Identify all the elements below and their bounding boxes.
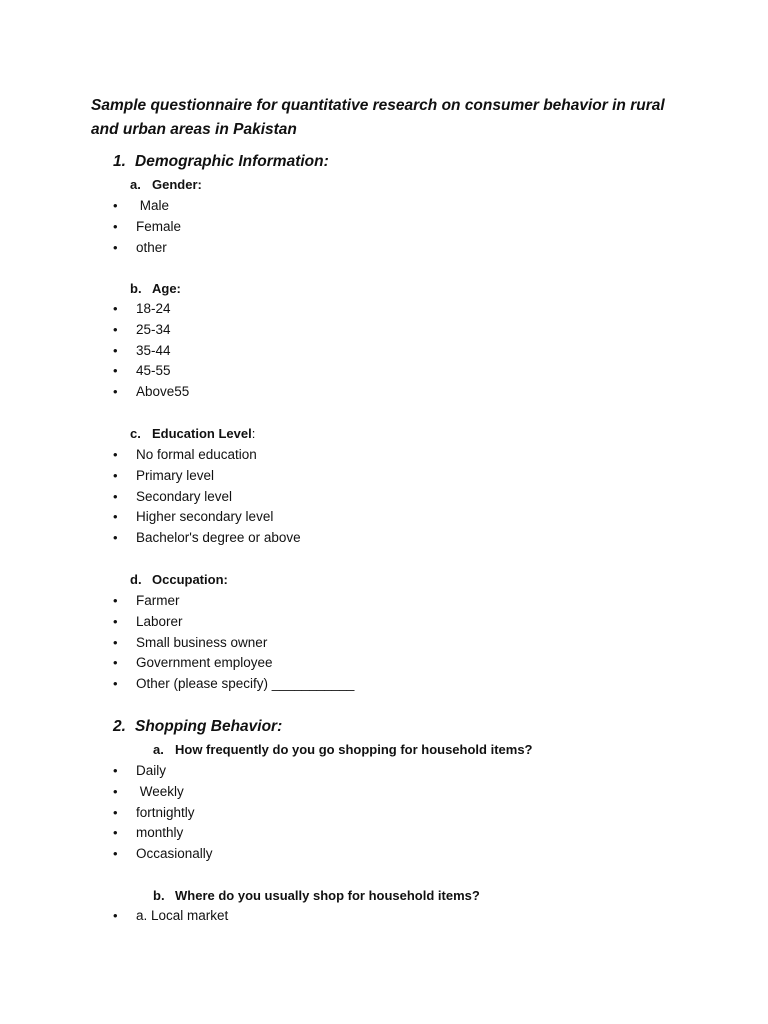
bullet-icon: • <box>113 530 118 546</box>
bullet-icon: • <box>113 509 118 525</box>
question-shopping-frequency <box>153 742 533 757</box>
bullet-icon: • <box>113 908 118 923</box>
bullet-icon: • <box>113 384 118 400</box>
question-suffix: : <box>251 426 256 441</box>
option-label: Weekly <box>136 783 184 799</box>
bullet-icon: • <box>113 218 118 234</box>
bullet-icon: • <box>113 825 118 841</box>
bullet-icon: • <box>113 804 118 820</box>
option-label: Daily <box>136 763 167 778</box>
bullet-icon: • <box>113 363 118 379</box>
question-label: Occupation: <box>152 572 228 587</box>
bullet-icon: • <box>113 198 118 213</box>
option-label: monthly <box>136 825 184 841</box>
section-heading-demographic <box>113 153 329 171</box>
section-title: Demographic Information: <box>135 153 329 170</box>
option-label: Government employee <box>136 655 273 671</box>
question-letter: a. <box>153 742 164 757</box>
bullet-icon: • <box>113 613 118 629</box>
bullet-icon: • <box>113 239 118 255</box>
option-label: 45-55 <box>136 363 171 379</box>
option-label: 25-34 <box>136 321 171 337</box>
option-label: Female <box>136 218 182 234</box>
question-shopping-location <box>153 888 480 903</box>
option-label: Occasionally <box>136 846 213 862</box>
bullet-icon: • <box>113 783 118 799</box>
option-label: Primary level <box>136 467 215 483</box>
bullet-icon: • <box>113 467 118 483</box>
option-label: other <box>136 239 167 255</box>
bullet-icon: • <box>113 655 118 671</box>
section-heading-shopping-behavior <box>113 718 282 736</box>
question-label: How frequently do you go shopping for household items? <box>175 742 533 757</box>
bullet-icon: • <box>113 447 118 462</box>
question-label: Education Level <box>152 426 252 441</box>
option-label: Laborer <box>136 613 183 629</box>
bullet-icon: • <box>113 321 118 337</box>
bullet-icon: • <box>113 488 118 504</box>
question-letter: a. <box>130 177 141 192</box>
option-label: Bachelor's degree or above <box>136 530 301 546</box>
question-label: Where do you usually shop for household items? <box>175 888 480 903</box>
bullet-icon: • <box>113 763 118 778</box>
question-age <box>130 281 181 296</box>
document-title: Sample questionnaire for quantitative research on consumer behavior in rural and urban areas in Pakistan <box>91 97 665 138</box>
question-letter: b. <box>153 888 165 903</box>
bullet-icon: • <box>113 676 118 692</box>
question-gender <box>130 177 202 192</box>
option-label: No formal education <box>136 447 257 462</box>
option-label: Small business owner <box>136 634 268 650</box>
section-number: 2. <box>113 718 126 735</box>
bullet-icon: • <box>113 342 118 358</box>
option-label: Other (please specify) ___________ <box>136 676 355 692</box>
option-label: Male <box>136 198 170 213</box>
section-title: Shopping Behavior: <box>135 718 283 735</box>
question-letter: c. <box>130 426 141 441</box>
option-label: 35-44 <box>136 342 171 358</box>
option-label: Secondary level <box>136 488 233 504</box>
question-occupation <box>130 572 228 587</box>
option-label: Farmer <box>136 593 180 608</box>
question-label: Gender: <box>152 177 202 192</box>
question-letter: d. <box>130 572 142 587</box>
question-label: Age: <box>152 281 181 296</box>
question-letter: b. <box>130 281 142 296</box>
bullet-icon: • <box>113 846 118 862</box>
bullet-icon: • <box>113 593 118 608</box>
section-number: 1. <box>113 153 126 170</box>
option-label: fortnightly <box>136 804 195 820</box>
bullet-icon: • <box>113 634 118 650</box>
question-education-level <box>130 426 255 441</box>
option-label: Higher secondary level <box>136 509 274 525</box>
option-label: 18-24 <box>136 301 171 316</box>
option-label: a. Local market <box>136 908 229 923</box>
option-label: Above55 <box>136 384 190 400</box>
bullet-icon: • <box>113 301 118 316</box>
